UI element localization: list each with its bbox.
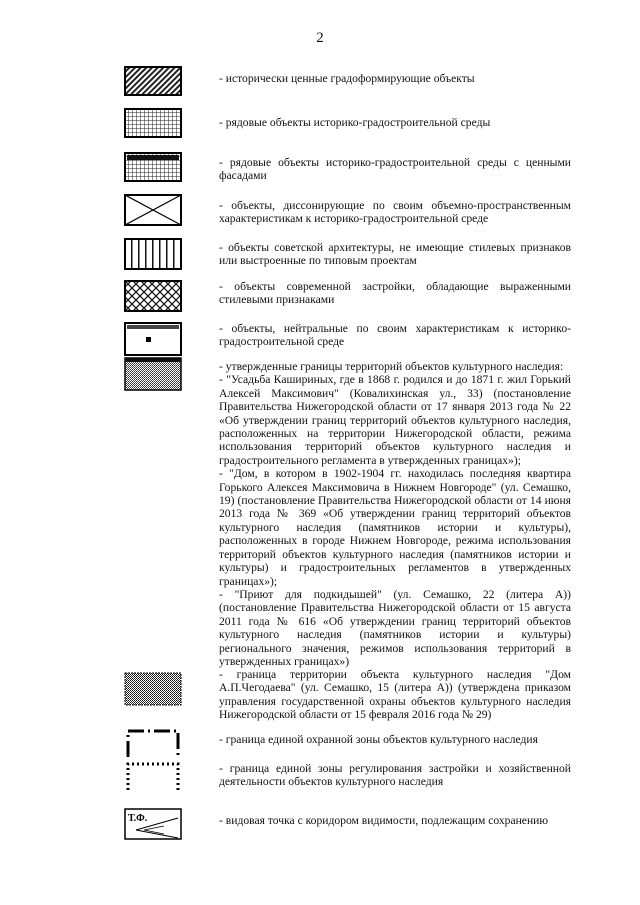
legend-text: - видовая точка с коридором видимости, подлежащим сохранению: [219, 814, 549, 827]
legend-text: - рядовые объекты историко-градостроительной среды с ценными фасадами: [219, 156, 571, 183]
heritage-paragraph: - "Усадьба Кашириных, где в 1868 г. родился и до 1871 г. жил Горький Алексей Максимович" (Ковалихинская ул., 33) (постановление Правительства Нижегородской области от 17 января 2013 года № 22 «Об утверждении границ территорий объектов культурного наследия, расположенных на территории Нижегородской области, режима использования территорий объектов культурного наследия и градостроительного регламента в утвержденных границах»);: [219, 373, 571, 467]
heritage-paragraph: - "Приют для подкидышей" (ул. Семашко, 22 (литера А)) (постановление Правительства Нижегородской области от 15 августа 2011 года № 616 «Об утверждении границ территорий объектов культурного наследия (памятников истории и культуры) регионального значения, режимов использования территорий в утвержденных границах»): [219, 587, 571, 668]
grid-with-facade-icon: [124, 152, 182, 182]
crossed-box-icon: [124, 194, 182, 226]
viewpoint-corridor-icon: [124, 808, 182, 840]
dotted-heritage-boundary-icon: [124, 672, 182, 706]
legend-text: - граница территории объекта культурного наследия "Дом А.П.Чегодаева" (ул. Семашко, 15 (литера А)) (утверждена приказом управления государственной охраны объектов культурного наследия Нижегородской области от 15 февраля 2016 года № 29): [219, 668, 571, 722]
legend-text: - объекты современной застройки, обладающие выраженными стилевыми признаками: [219, 280, 571, 307]
legend-text: - объекты советской архитектуры, не имеющие стилевых признаков или выстроенные по типовым проектам: [219, 241, 571, 268]
legend-text: - граница единой зоны регулирования застройки и хозяйственной деятельности объектов культурного наследия: [219, 762, 571, 789]
grid-icon: [124, 108, 182, 138]
outlined-box-icon: [124, 322, 182, 356]
legend-text: - объекты, диссонирующие по своим объемно-пространственным характеристикам к историко-градостроительной среде: [219, 199, 571, 226]
legend-text: [219, 360, 571, 668]
crosshatch-icon: [124, 280, 182, 312]
dash-dot-boundary-icon: [124, 727, 182, 759]
viewpoint-label: Т.Ф.: [128, 813, 148, 824]
legend-text: - объекты, нейтральные по своим характеристикам к историко-градостроительной среде: [219, 322, 571, 349]
shaded-heritage-boundary-icon: [124, 357, 182, 391]
page-number: 2: [316, 30, 324, 46]
dotted-boundary-icon: [124, 760, 182, 792]
legend-text: - исторически ценные градоформирующие объекты: [219, 72, 475, 85]
hatched-diagonal-icon: [124, 66, 182, 96]
heritage-paragraph: - утвержденные границы территорий объектов культурного наследия:: [219, 360, 564, 373]
legend-text: - граница единой охранной зоны объектов культурного наследия: [219, 733, 538, 746]
vertical-stripes-icon: [124, 238, 182, 270]
heritage-paragraph: - "Дом, в котором в 1902-1904 гг. находилась последняя квартира Горького Алексея Максимовича в Нижнем Новгороде" (ул. Семашко, 19) (постановление Правительства Нижегородской области от 14 июня 2013 года № 369 «Об утверждении границ территорий объектов культурного наследия (памятников истории и культуры), расположенных в городе Нижнем Новгороде, режима использования территорий объектов культурного наследия (памятников истории и культуры) и градостроительных регламентов в утвержденных границах»);: [219, 467, 571, 588]
legend-text: - рядовые объекты историко-градостроительной среды: [219, 116, 491, 129]
